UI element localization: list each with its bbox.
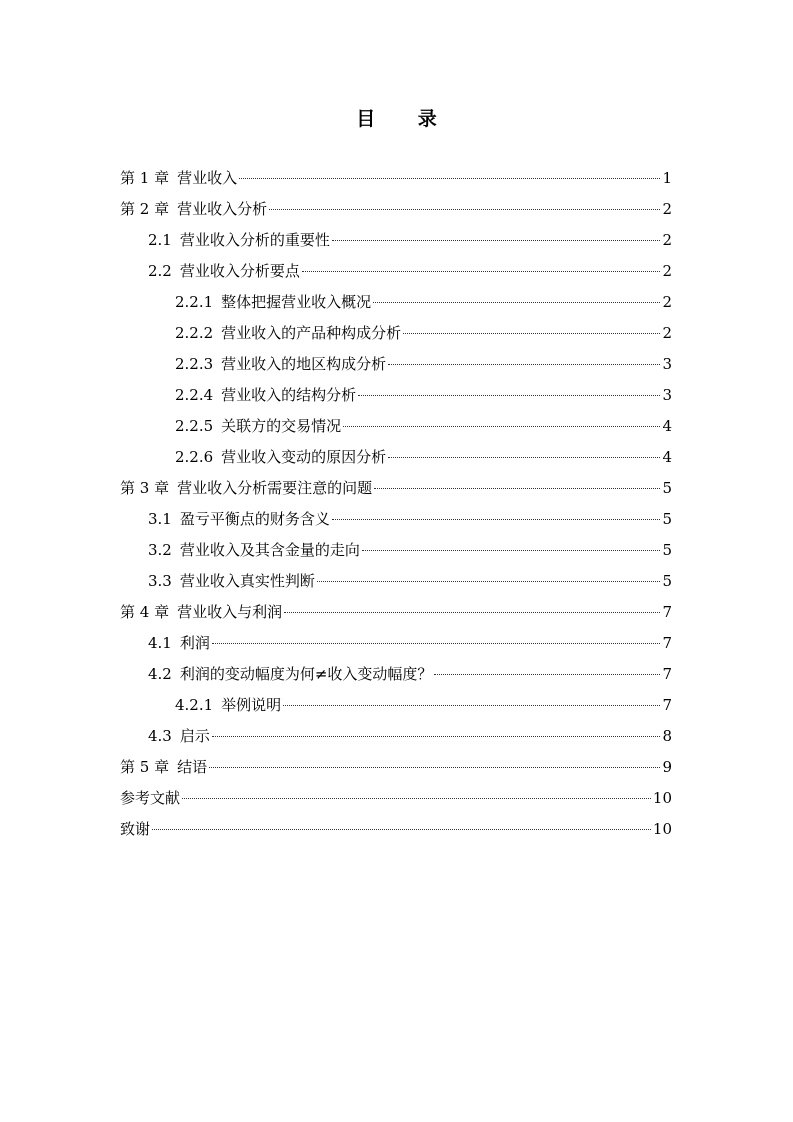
toc-dot-leader xyxy=(182,798,651,799)
toc-entry-number: 3.2 xyxy=(148,541,172,559)
toc-dot-leader xyxy=(374,488,660,489)
toc-entry[interactable] xyxy=(120,664,672,695)
toc-dot-leader xyxy=(332,519,661,520)
toc-entry[interactable] xyxy=(120,261,672,292)
toc-entry-number: 2.1 xyxy=(148,231,172,249)
toc-entry[interactable] xyxy=(120,602,672,633)
toc-page-number: 10 xyxy=(652,820,672,838)
toc-entry-title: 营业收入分析的重要性 xyxy=(179,231,330,249)
toc-page-number: 2 xyxy=(662,293,672,311)
toc-entry[interactable] xyxy=(120,199,672,230)
toc-entry-title: 营业收入及其含金量的走向 xyxy=(179,541,360,559)
toc-dot-leader xyxy=(317,581,661,582)
toc-entry[interactable] xyxy=(120,819,672,850)
toc-entry[interactable] xyxy=(120,540,672,571)
toc-page-number: 2 xyxy=(662,262,672,280)
toc-dot-leader xyxy=(209,767,660,768)
toc-entry-number: 第 4 章 xyxy=(120,603,170,621)
toc-entry[interactable] xyxy=(120,571,672,602)
toc-dot-leader xyxy=(269,209,660,210)
toc-dot-leader xyxy=(152,829,651,830)
toc-page-number: 8 xyxy=(662,727,672,745)
toc-dot-leader xyxy=(302,271,661,272)
toc-page-number: 2 xyxy=(662,231,672,249)
toc-entry-number: 第 1 章 xyxy=(120,169,170,187)
toc-entry[interactable] xyxy=(120,726,672,757)
toc-entry-number: 第 3 章 xyxy=(120,479,170,497)
toc-page-number: 7 xyxy=(662,634,672,652)
toc-entry[interactable] xyxy=(120,168,672,199)
toc-dot-leader xyxy=(283,705,660,706)
toc-entry-number: 4.1 xyxy=(148,634,172,652)
toc-page-number: 1 xyxy=(662,169,672,187)
toc-entry-title: 营业收入分析要点 xyxy=(179,262,300,280)
toc-page-number: 9 xyxy=(662,758,672,776)
toc-entry-number: 2.2.3 xyxy=(175,355,214,373)
toc-entry-title: 营业收入变动的原因分析 xyxy=(221,448,387,466)
toc-entry[interactable] xyxy=(120,447,672,478)
toc-entry-title: 利润的变动幅度为何≠收入变动幅度？ xyxy=(179,665,433,683)
toc-entry-number: 2.2.6 xyxy=(175,448,214,466)
toc-entry-number: 第 2 章 xyxy=(120,200,170,218)
toc-entry-title: 参考文献 xyxy=(120,789,181,807)
toc-entry-number: 3.1 xyxy=(148,510,172,528)
toc-entry-title: 营业收入的产品种构成分析 xyxy=(221,324,402,342)
toc-page-number: 10 xyxy=(652,789,672,807)
toc-dot-leader xyxy=(403,333,660,334)
toc-entry-number: 4.3 xyxy=(148,727,172,745)
toc-entry[interactable] xyxy=(120,509,672,540)
toc-entry-title: 营业收入 xyxy=(177,169,238,187)
toc-entry-title: 营业收入分析需要注意的问题 xyxy=(177,479,373,497)
toc-dot-leader xyxy=(362,550,661,551)
toc-entry-title: 利润 xyxy=(179,634,210,652)
toc-entry-title: 营业收入真实性判断 xyxy=(179,572,315,590)
toc-entry-title: 营业收入的结构分析 xyxy=(221,386,357,404)
toc-entry[interactable] xyxy=(120,633,672,664)
toc-entry[interactable] xyxy=(120,385,672,416)
toc-dot-leader xyxy=(388,364,660,365)
toc-entry-number: 2.2.5 xyxy=(175,417,214,435)
toc-page-number: 5 xyxy=(662,510,672,528)
toc-page-number: 3 xyxy=(662,386,672,404)
toc-dot-leader xyxy=(358,395,660,396)
toc-entry-number: 2.2.2 xyxy=(175,324,214,342)
toc-entry-number: 4.2.1 xyxy=(175,696,214,714)
toc-entry-number: 第 5 章 xyxy=(120,758,170,776)
toc-dot-leader xyxy=(332,240,661,241)
toc-entry[interactable] xyxy=(120,478,672,509)
toc-entry[interactable] xyxy=(120,292,672,323)
toc-entry-number: 2.2.1 xyxy=(175,293,214,311)
toc-page-number: 5 xyxy=(662,572,672,590)
toc-entry-title: 结语 xyxy=(177,758,208,776)
toc-dot-leader xyxy=(284,612,660,613)
toc-dot-leader xyxy=(373,302,660,303)
toc-entry-title: 营业收入分析 xyxy=(177,200,268,218)
toc-entry-title: 关联方的交易情况 xyxy=(221,417,342,435)
toc-dot-leader xyxy=(212,736,661,737)
toc-page-number: 7 xyxy=(662,696,672,714)
toc-entry-title: 举例说明 xyxy=(221,696,282,714)
toc-entry-title: 营业收入的地区构成分析 xyxy=(221,355,387,373)
toc-page-number: 7 xyxy=(662,603,672,621)
toc-entry[interactable] xyxy=(120,354,672,385)
toc-entry-title: 启示 xyxy=(179,727,210,745)
toc-entry[interactable] xyxy=(120,757,672,788)
toc-page-number: 5 xyxy=(662,541,672,559)
toc-entry[interactable] xyxy=(120,230,672,261)
table-of-contents xyxy=(120,168,672,850)
toc-dot-leader xyxy=(388,457,660,458)
toc-entry-number: 2.2 xyxy=(148,262,172,280)
toc-dot-leader xyxy=(343,426,660,427)
toc-entry-title: 盈亏平衡点的财务含义 xyxy=(179,510,330,528)
toc-entry-number: 2.2.4 xyxy=(175,386,214,404)
toc-page-number: 5 xyxy=(662,479,672,497)
toc-entry[interactable] xyxy=(120,788,672,819)
toc-dot-leader xyxy=(434,674,660,675)
toc-page-number: 2 xyxy=(662,324,672,342)
toc-entry[interactable] xyxy=(120,323,672,354)
toc-entry-number: 3.3 xyxy=(148,572,172,590)
toc-entry[interactable] xyxy=(120,695,672,726)
toc-page-number: 4 xyxy=(662,448,672,466)
toc-dot-leader xyxy=(212,643,661,644)
toc-page-number: 7 xyxy=(662,665,672,683)
toc-title: 目 录 xyxy=(356,108,455,130)
toc-entry-number: 4.2 xyxy=(148,665,172,683)
toc-entry-title: 营业收入与利润 xyxy=(177,603,283,621)
toc-dot-leader xyxy=(239,178,660,179)
toc-page-number: 3 xyxy=(662,355,672,373)
toc-page-number: 4 xyxy=(662,417,672,435)
toc-entry-title: 整体把握营业收入概况 xyxy=(221,293,372,311)
toc-entry[interactable] xyxy=(120,416,672,447)
toc-page-number: 2 xyxy=(662,200,672,218)
toc-entry-title: 致谢 xyxy=(120,820,151,838)
